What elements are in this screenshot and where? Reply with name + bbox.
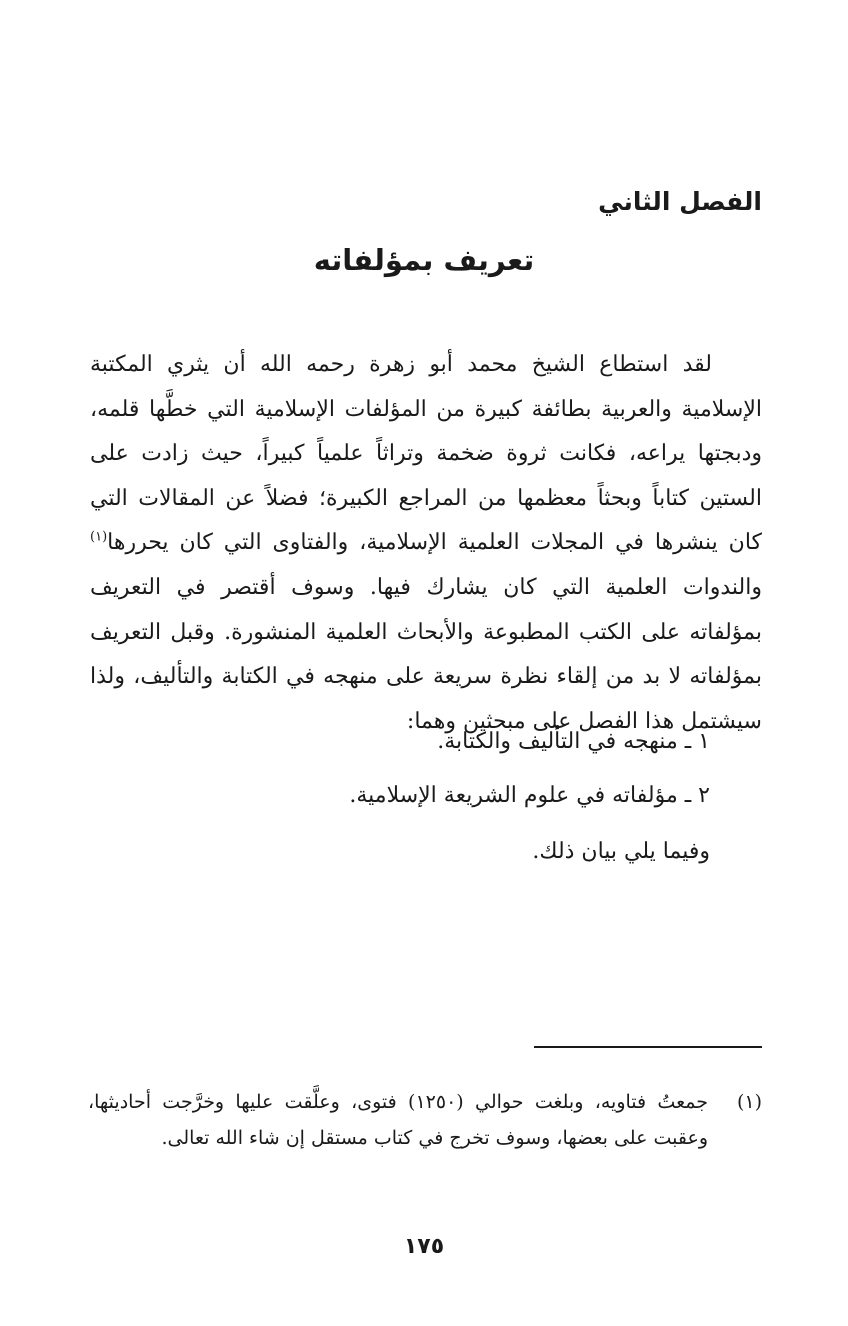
section-title: تعريف بمؤلفاته xyxy=(313,243,535,277)
closing-line: وفيما يلي بيان ذلك. xyxy=(532,839,710,864)
page-number: ١٧٥ xyxy=(403,1234,445,1259)
paragraph-text-part1: لقد استطاع الشيخ محمد أبو زهرة رحمه الله أن يثري المكتبة الإسلامية والعربية بطائفة كبيرة من المؤلفات الإسلامية التي خطَّها قلمه، ودبجتها يراعه، فكانت ثروة ضخمة وتراثاً علمياً كبيراً، حيث زادت على الستين كتاباً وبحثاً معظمها من المراجع الكبيرة؛ فضلاً عن المقالات التي كان ينشرها في المجلات العلمية الإسلامية، والفتاوى التي كان يحررها xyxy=(90,352,762,556)
list-item: ١ ـ منهجه في التأليف والكتابة. xyxy=(437,729,710,754)
footnote-reference[interactable]: (١) xyxy=(90,530,108,546)
paragraph-text-part2: والندوات العلمية التي كان يشارك فيها. وسوف أقتصر في التعريف بمؤلفاته على الكتب المطبوعة والأبحاث العلمية المنشورة. وقبل التعريف بمؤلفاته لا بد من إلقاء نظرة سريعة على منهجه في الكتابة والتأليف، ولذا سيشتمل هذا الفصل على مبحثين وهما: xyxy=(90,574,762,734)
list-item: ٢ ـ مؤلفاته في علوم الشريعة الإسلامية. xyxy=(349,783,710,808)
footnote-number: (١) xyxy=(736,1091,762,1113)
footnote-divider xyxy=(534,1046,762,1048)
footnote-text: جمعتُ فتاويه، وبلغت حوالي (١٢٥٠) فتوى، وعلَّقت عليها وخرَّجت أحاديثها، وعقبت على بعضها، وسوف تخرج في كتاب مستقل إن شاء الله تعالى. xyxy=(88,1091,708,1149)
footnote xyxy=(88,1084,762,1156)
body-paragraph xyxy=(90,343,762,744)
chapter-label: الفصل الثاني xyxy=(598,187,762,216)
